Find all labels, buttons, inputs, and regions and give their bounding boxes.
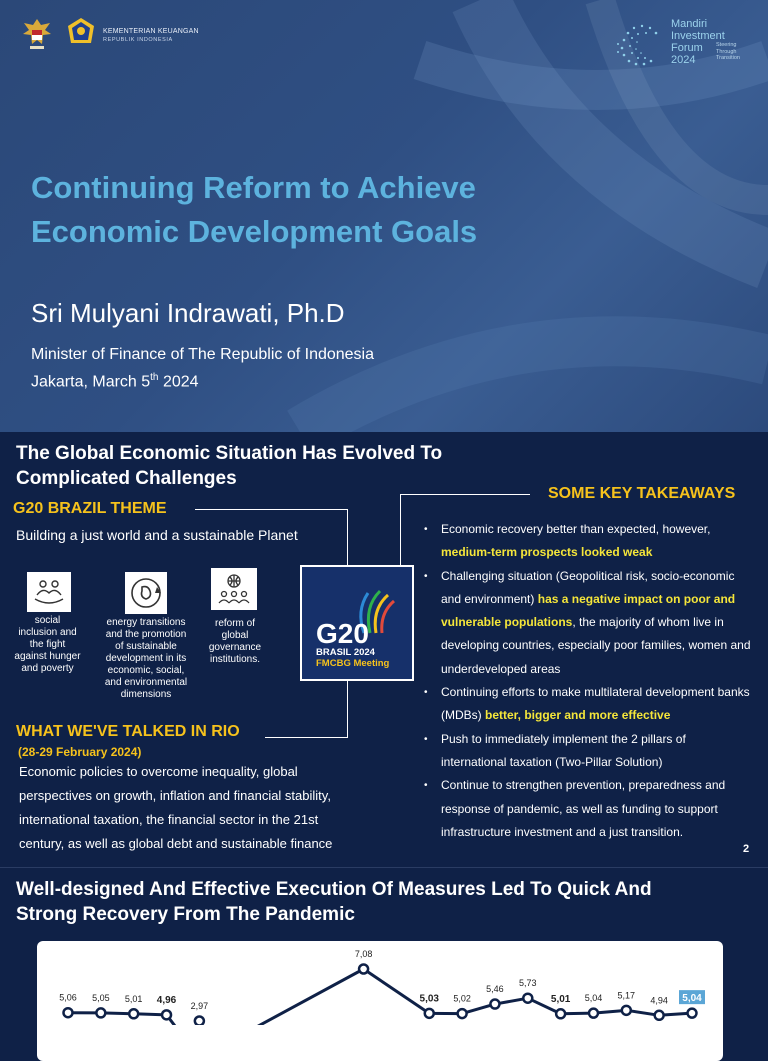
event-tagline: Steering Through Transition: [716, 42, 756, 62]
ministry-logo-text: KEMENTERIAN KEUANGAN REPUBLIK INDONESIA: [103, 27, 199, 45]
connector-line: [265, 737, 348, 738]
data-label: 5,01: [551, 994, 571, 1005]
g20-logo-line2: BRASIL 2024: [316, 647, 376, 658]
list-item: • Push to immediately implement the 2 pillars of international taxation (Two-Pillar Solution): [422, 728, 752, 775]
theme-subtitle: Building a just world and a sustainable Planet: [16, 527, 298, 543]
data-label: 5,04: [585, 993, 603, 1003]
data-point: [589, 1009, 598, 1018]
connector-line: [347, 509, 348, 565]
speaker-name: Sri Mulyani Indrawati, Ph.D: [31, 298, 345, 329]
data-label: 5,46: [486, 984, 504, 994]
slide-title: Well-designed And Effective Execution Of Measures Led To Quick And Strong Recovery From The Pandemic: [16, 877, 756, 927]
data-point: [129, 1009, 138, 1018]
recycle-earth-icon: [125, 572, 167, 614]
takeaways-list: [422, 518, 752, 844]
takeaways-heading: SOME KEY TAKEAWAYS: [548, 485, 735, 503]
connector-line: [195, 509, 348, 510]
data-label: 4,94: [650, 995, 668, 1005]
data-point: [490, 1000, 499, 1009]
recovery-slide: [0, 867, 768, 1025]
data-label: 4,96: [157, 995, 177, 1006]
data-point: [458, 1009, 467, 1018]
g20-brasil-logo: [300, 565, 414, 681]
growth-line-chart: [37, 941, 723, 1025]
list-item: • Economic recovery better than expected, however, medium-term prospects looked weak: [422, 518, 752, 565]
data-label: 5,05: [92, 993, 110, 1003]
g20-logo-main: G20: [316, 618, 369, 649]
slide-title: The Global Economic Situation Has Evolved To Complicated Challenges: [16, 441, 536, 491]
data-point: [655, 1011, 664, 1020]
theme-item-label: reform of global governance institutions.: [192, 618, 278, 666]
global-situation-slide: [0, 432, 768, 866]
people-hands-icon: [27, 572, 71, 612]
data-label: 5,01: [125, 994, 143, 1004]
page-number: 2: [743, 843, 749, 855]
data-label: 5,04: [682, 993, 702, 1004]
data-point: [64, 1008, 73, 1017]
data-label: 5,03: [420, 993, 440, 1004]
g20-logo-line3: FMCBG Meeting: [316, 658, 390, 669]
data-point: [425, 1009, 434, 1018]
data-label: 5,17: [618, 990, 636, 1000]
data-label: 2,97: [191, 1001, 209, 1011]
theme-item-label: energy transitions and the promotion of sustainable development in its economic, social, and environmental dimensions: [93, 617, 199, 701]
globe-people-icon: [211, 568, 257, 610]
rio-heading: WHAT WE'VE TALKED IN RIO: [16, 723, 240, 741]
data-label: 5,73: [519, 978, 537, 988]
list-item: • Continue to strengthen prevention, preparedness and response of pandemic, as well as funding to support infrastructure investment and a just transition.: [422, 774, 752, 844]
list-item: • Continuing efforts to make multilateral development banks (MDBs) better, bigger and more effective: [422, 681, 752, 728]
series-line-segment: [364, 969, 430, 1013]
garuda-emblem-icon: [20, 16, 54, 52]
data-point: [96, 1008, 105, 1017]
rio-summary: Economic policies to overcome inequality, global perspectives on growth, inflation and financial stability, international taxation, the financial sector in the 21st century, as well as global debt and sustainable finance: [19, 760, 359, 856]
data-point: [162, 1010, 171, 1019]
data-point: [622, 1006, 631, 1015]
data-point: [359, 965, 368, 974]
connector-line: [400, 494, 401, 565]
connector-line: [347, 681, 348, 738]
data-label: 5,02: [453, 994, 471, 1004]
data-point: [556, 1009, 565, 1018]
list-item: • Challenging situation (Geopolitical risk, socio-economic and environment) has a negative impact on poor and vulnerable populations, the majority of whom live in developing countries, especially poor families, women and underdeveloped areas: [422, 565, 752, 681]
theme-heading: G20 BRAZIL THEME: [13, 500, 167, 518]
kemenkeu-logo-icon: [66, 17, 96, 47]
investment-forum-logo-icon: [612, 20, 668, 68]
data-label: 7,08: [355, 949, 373, 959]
rio-date: (28-29 February 2024): [18, 745, 141, 759]
connector-line: [400, 494, 530, 495]
data-point: [523, 994, 532, 1003]
speaker-details: Minister of Finance of The Republic of Indonesia Jakarta, March 5th 2024: [31, 343, 374, 393]
series-line-segment: [199, 969, 363, 1025]
event-name: Mandiri Investment Forum 2024: [671, 18, 725, 66]
data-label: 5,06: [59, 993, 77, 1003]
title-slide: [0, 0, 768, 432]
data-point: [688, 1009, 697, 1018]
theme-item-label: social inclusion and the fight against hunger and poverty: [0, 615, 95, 675]
presentation-title: Continuing Reform to Achieve Economic Development Goals: [31, 166, 631, 254]
